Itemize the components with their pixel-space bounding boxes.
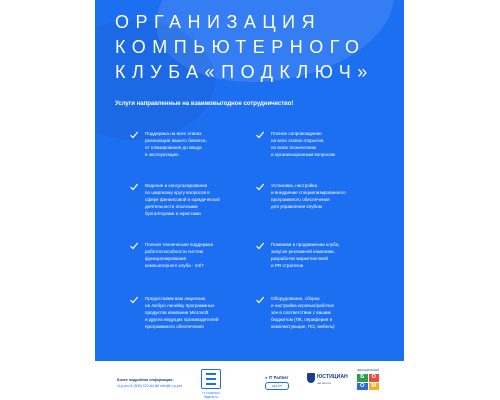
service-text: Предоставим вам лицензию на любую линейку программных продуктов компании Microsoft и других ведущих производителей программного обеспечения: [145, 296, 219, 329]
check-circle-icon: [129, 295, 139, 305]
title-line-3: КЛУБА«ПОДКЛЮЧ»: [115, 62, 374, 82]
check-circle-icon: [255, 241, 265, 251]
partner-logo-it-partner: [265, 369, 291, 390]
boom-letter: М: [369, 383, 380, 391]
partner-site: itlgera.ru: [204, 395, 218, 399]
boom-letter: О: [369, 374, 380, 382]
contact-title: Более подробная информация:: [117, 378, 174, 382]
partner-logo-boom: [357, 369, 379, 390]
partner-logo-it-gallery: [201, 369, 221, 399]
title-line-2: КОМПЬЮТЕРНОГО: [115, 37, 366, 57]
contact-info: [117, 377, 182, 389]
partner-site: ust.com.ru: [317, 381, 332, 385]
boom-letter: Б: [357, 374, 368, 382]
partner-caption: ЭДУКАЦИОННЫЙ: [357, 369, 380, 372]
gallery-logo-icon: [201, 369, 221, 389]
service-text: Оборудование, сборка и настройка игровых/рабочих зон в соответствии с вашим бюджетом (ПК, периферия и комплектующие, ПО, мебель): [271, 296, 335, 329]
boom-logo: [357, 374, 379, 390]
service-text: Поддержка на всех этапах реализации вашего бизнеса, от планирования до ввода в эксплуатацию: [145, 131, 207, 157]
boom-letter: О: [357, 383, 368, 391]
check-circle-icon: [129, 241, 139, 251]
check-circle-icon: [255, 182, 265, 192]
poster-title: [115, 10, 395, 85]
poster-subtitle: Услуги направленные на взаимовыгодное сотрудничество!: [115, 101, 294, 107]
hero-section: [95, 0, 404, 361]
footer: [95, 361, 404, 400]
partner-badge: HELPIT: [265, 382, 289, 390]
service-text: Ведение и консультирование по широкому кругу вопросов в сфере финансовой и юридической деятельности опытными бухгалтерами и юристами: [145, 183, 220, 216]
partner-logo-mark-icon: ●: [265, 375, 268, 380]
service-text: Установка, настройка и внедрение специализированного программного обеспечения для управления клубом: [271, 183, 346, 209]
check-circle-icon: [255, 130, 265, 140]
partner-name: ● IT Partner: [265, 375, 289, 380]
check-circle-icon: [129, 130, 139, 140]
service-text: Полная техническая поддержка работоспособности систем функционирования компьютерного клуба - 24/7: [145, 242, 214, 268]
check-circle-icon: [129, 182, 139, 192]
shield-icon: [307, 373, 315, 383]
partner-caption: IT ГАЛЕРЕЯ: [202, 391, 220, 395]
service-text: Полное сопровождение на всех этапах открытия, по всем техническим и организационным вопросам: [271, 131, 335, 157]
partner-name: ЮСТИЦИАН: [317, 374, 348, 380]
poster: [95, 0, 404, 400]
title-line-1: ОРГАНИЗАЦИЯ: [115, 12, 322, 32]
contact-line[interactable]: i-t-p.pro 8 (800) 222-64-88 info@i-t-p.pro: [117, 384, 182, 388]
check-circle-icon: [255, 295, 265, 305]
service-text: Поможем в продвижении клуба, запуске рекламной кампании, разработке маркетинговой и PR стратегии: [271, 242, 340, 268]
